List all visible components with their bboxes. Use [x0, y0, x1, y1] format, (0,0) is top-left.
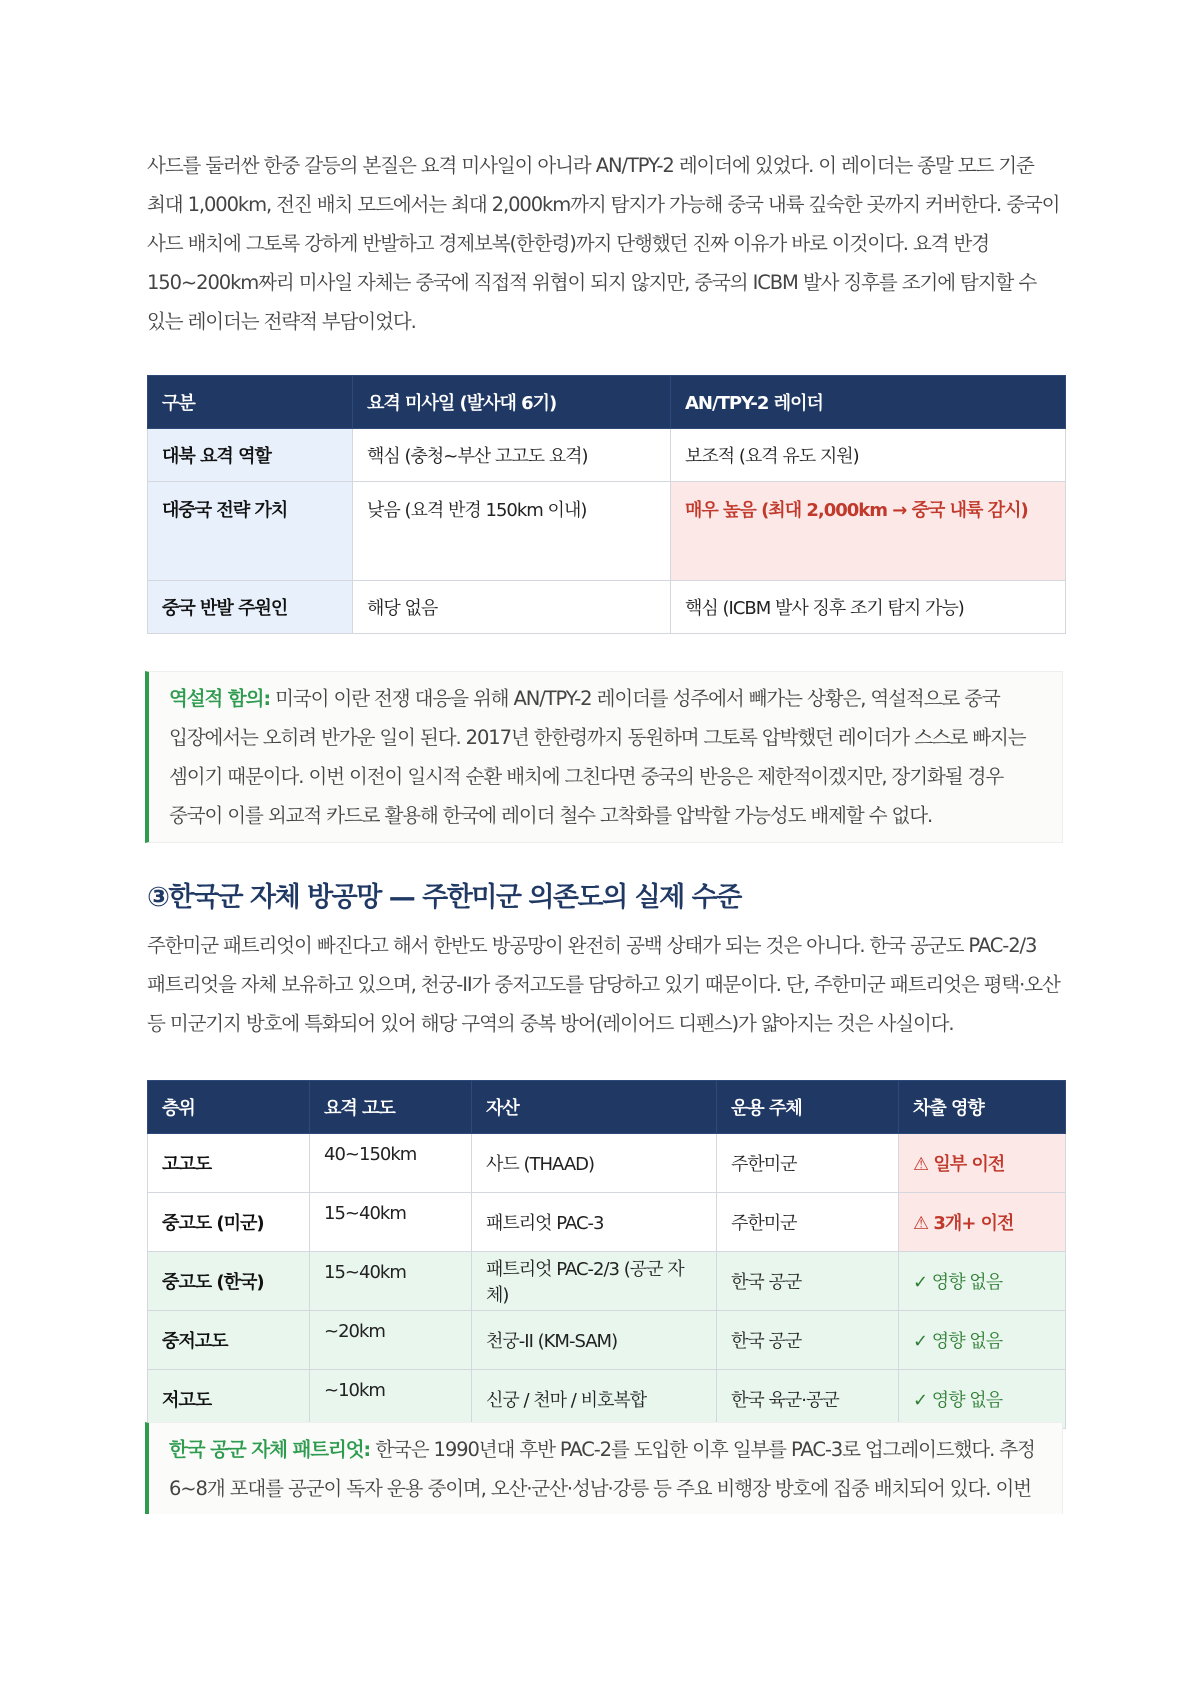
section-paragraph: 주한미군 패트리엇이 빠진다고 해서 한반도 방공망이 완전히 공백 상태가 되는 것은 아니다. 한국 공군도 PAC-2/3 패트리엇을 자체 보유하고 있으며, 천궁-II가 중저고도를 담당하고 있기 때문이다. 단, 주한미군 패트리엇은 평택·오산 등 미군기지 방호에 특화되어 있어 해당 구역의 중복 방어(레이어드 디펜스)가 얇아지는 것은 사실이다.	[147, 934, 1060, 1035]
table-cell: 한국 공군	[717, 1311, 899, 1370]
table-cell: 주한미군	[717, 1134, 899, 1193]
column-header: AN/TPY-2 레이더	[671, 376, 1066, 429]
korea-patriot-callout	[145, 1422, 1063, 1514]
column-header: 운용 주체	[717, 1081, 899, 1134]
table-cell: 보조적 (요격 유도 지원)	[671, 429, 1066, 482]
impact-cell: ✓ 영향 없음	[899, 1252, 1066, 1311]
column-header: 구분	[148, 376, 353, 429]
table-cell: 신궁 / 천마 / 비호복합	[472, 1370, 717, 1429]
table-row	[148, 1193, 1066, 1252]
table-cell: 천궁-II (KM-SAM)	[472, 1311, 717, 1370]
intro-paragraph: 사드를 둘러싼 한중 갈등의 본질은 요격 미사일이 아니라 AN/TPY-2 레이더에 있었다. 이 레이더는 종말 모드 기준 최대 1,000km, 전진 배치 모드에서는 최대 2,000km까지 탐지가 가능해 중국 내륙 깊숙한 곳까지 커버한다. 중국이 사드 배치에 그토록 강하게 반발하고 경제보복(한한령)까지 단행했던 진짜 이유가 바로 이것이다. 요격 반경 150~200km짜리 미사일 자체는 중국에 직접적 위협이 되지 않지만, 중국의 ICBM 발사 징후를 조기에 탐지할 수 있는 레이더는 전략적 부담이었다.	[147, 154, 1060, 333]
paradox-callout	[145, 671, 1063, 843]
table-cell: 해당 없음	[353, 581, 671, 634]
table-header-row	[148, 1081, 1066, 1134]
column-header: 요격 고도	[310, 1081, 472, 1134]
air-defense-layers-table	[147, 1080, 1065, 1429]
table-cell: 패트리엇 PAC-2/3 (공군 자체)	[472, 1252, 717, 1311]
table-cell: 핵심 (ICBM 발사 징후 조기 탐지 가능)	[671, 581, 1066, 634]
table-row	[148, 429, 1066, 482]
impact-cell: ⚠ 일부 이전	[899, 1134, 1066, 1193]
table-row	[148, 1134, 1066, 1193]
table-cell: 한국 육군·공군	[717, 1370, 899, 1429]
row-label: 저고도	[148, 1370, 310, 1429]
table-cell: 낮음 (요격 반경 150km 이내)	[353, 482, 671, 581]
table-cell: ~20km	[310, 1311, 472, 1370]
table-row	[148, 581, 1066, 634]
row-label: 중고도 (한국)	[148, 1252, 310, 1311]
callout-text	[169, 1430, 1049, 1508]
row-label: 고고도	[148, 1134, 310, 1193]
column-header: 층위	[148, 1081, 310, 1134]
section-heading: ③한국군 자체 방공망 — 주한미군 의존도의 실제 수준	[147, 882, 741, 913]
table-cell: 주한미군	[717, 1193, 899, 1252]
callout-lead: 역설적 함의:	[169, 687, 271, 710]
table-cell: 15~40km	[310, 1252, 472, 1311]
row-label: 대북 요격 역할	[148, 429, 353, 482]
row-label: 중고도 (미군)	[148, 1193, 310, 1252]
row-label: 중국 반발 주원인	[148, 581, 353, 634]
table-cell: 40~150km	[310, 1134, 472, 1193]
table-cell: 패트리엇 PAC-3	[472, 1193, 717, 1252]
table-row	[148, 1252, 1066, 1311]
column-header: 자산	[472, 1081, 717, 1134]
table-cell: 한국 공군	[717, 1252, 899, 1311]
column-header: 차출 영향	[899, 1081, 1066, 1134]
impact-cell: ✓ 영향 없음	[899, 1311, 1066, 1370]
table-cell: ~10km	[310, 1370, 472, 1429]
callout-lead: 한국 공군 자체 패트리엇:	[169, 1438, 371, 1461]
row-label: 중저고도	[148, 1311, 310, 1370]
impact-cell: ✓ 영향 없음	[899, 1370, 1066, 1429]
row-label: 대중국 전략 가치	[148, 482, 353, 581]
table-row	[148, 482, 1066, 581]
table-header-row	[148, 376, 1066, 429]
thaad-components-table	[147, 375, 1065, 634]
callout-text	[169, 679, 1049, 835]
table-cell: 15~40km	[310, 1193, 472, 1252]
table-cell: 핵심 (충청~부산 고고도 요격)	[353, 429, 671, 482]
column-header: 요격 미사일 (발사대 6기)	[353, 376, 671, 429]
callout-body: 미국이 이란 전쟁 대응을 위해 AN/TPY-2 레이더를 성주에서 빼가는 상황은, 역설적으로 중국 입장에서는 오히려 반가운 일이 된다. 2017년 한한령까지 동원하며 그토록 압박했던 레이더가 스스로 빠지는 셈이기 때문이다. 이번 이전이 일시적 순환 배치에 그친다면 중국의 반응은 제한적이겠지만, 장기화될 경우 중국이 이를 외교적 카드로 활용해 한국에 레이더 철수 고착화를 압박할 가능성도 배제할 수 없다.	[169, 687, 1026, 827]
highlight-cell: 매우 높음 (최대 2,000km → 중국 내륙 감시)	[671, 482, 1066, 581]
table-row	[148, 1311, 1066, 1370]
callout-body: 한국은 1990년대 후반 PAC-2를 도입한 이후 일부를 PAC-3로 업그레이드했다. 추정 6~8개 포대를 공군이 독자 운용 중이며, 오산·군산·성남·강릉 등 주요 비행장 방호에 집중 배치되어 있다. 이번	[169, 1438, 1035, 1500]
table-row	[148, 1370, 1066, 1429]
table-cell: 사드 (THAAD)	[472, 1134, 717, 1193]
impact-cell: ⚠ 3개+ 이전	[899, 1193, 1066, 1252]
